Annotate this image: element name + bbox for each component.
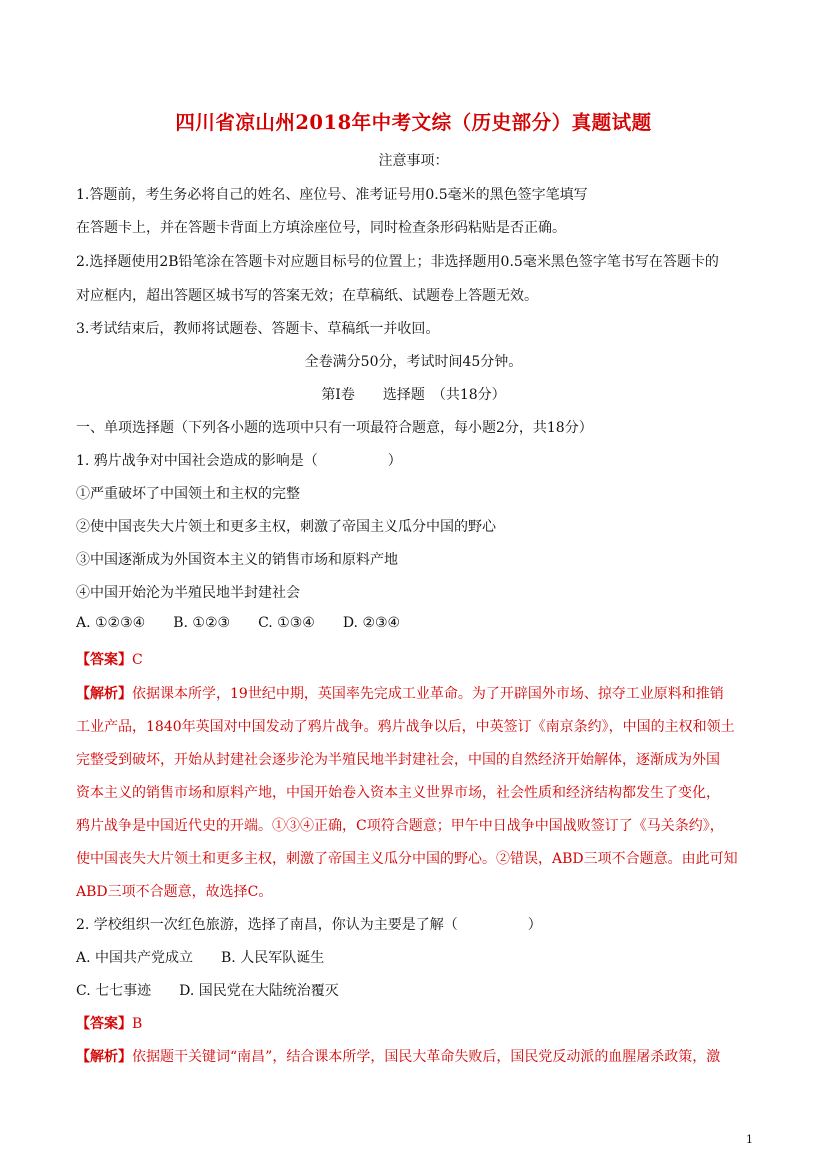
question-1-item: ③中国逐渐成为外国资本主义的销售市场和原料产地: [76, 552, 398, 568]
question-1-stem: 1. 鸦片战争对中国社会造成的影响是（ ）: [76, 453, 402, 469]
score-info: 全卷满分50分，考试时间45分钟。: [304, 354, 523, 370]
analysis-line: ABD三项不合题意，故选择C。: [76, 884, 273, 900]
exam-title: 四川省凉山州2018年中考文综（历史部分）真题试题: [175, 111, 652, 134]
notice-line: 对应框内，超出答题区城书写的答案无效；在草稿纸、试题卷上答题无效。: [76, 288, 538, 304]
option-b: B. 人民军队诞生: [221, 950, 325, 966]
option-d: D. 国民党在大陆统治覆灭: [179, 983, 339, 999]
analysis-line: 工业产品，1840年英国对中国发动了鸦片战争。鸦片战争以后，中英签订《南京条约》，中国的主权和领土: [76, 719, 735, 735]
question-2-options: [76, 947, 756, 967]
question-1-item: ②使中国丧失大片领土和更多主权，刺激了帝国主义瓜分中国的野心: [76, 519, 496, 535]
option-a: A. 中国共产党成立: [76, 950, 194, 966]
question-1-analysis: [76, 683, 756, 703]
question-2-answer: [76, 1013, 756, 1033]
analysis-label: 【解析】: [76, 686, 132, 702]
question-2-analysis: [76, 1046, 756, 1066]
analysis-line: 依据题干关键词“南昌”，结合课本所学，国民大革命失败后，国民党反动派的血腥屠杀政策，激: [132, 1049, 721, 1065]
answer-value: B: [132, 1016, 143, 1032]
answer-label: 【答案】: [76, 1016, 132, 1032]
section-title: 第Ⅰ卷 选择题 （共18分）: [321, 387, 506, 403]
analysis-line: 使中国丧失大片领土和更多主权，刺激了帝国主义瓜分中国的野心。②错误，ABD三项不合题意。由此可知: [76, 851, 738, 867]
option-c: C. 七七事迹: [76, 983, 152, 999]
question-1-answer: [76, 649, 756, 669]
section-instructions: 一、单项选择题（下列各小题的选项中只有一项最符合题意，每小题2分，共18分）: [76, 420, 593, 436]
analysis-line: 完整受到破坏，开始从封建社会逐步沦为半殖民地半封建社会，中国的自然经济开始解体，逐渐成为外国: [76, 752, 720, 768]
analysis-line: 鸦片战争是中国近代史的开端。①③④正确，C项符合题意；甲午中日战争中国战败签订了《马关条约》，: [76, 818, 724, 834]
option-a: A. ①②③④: [76, 615, 146, 631]
question-1-item: ①严重破坏了中国领土和主权的完整: [76, 486, 300, 502]
question-1-options: [76, 615, 756, 631]
page-number: 1: [746, 1133, 753, 1146]
notice-line: 2.选择题使用2B铅笔涂在答题卡对应题目标号的位置上；非选择题用0.5毫米黑色签字笔书写在答题卡的: [76, 254, 719, 270]
analysis-line: 依据课本所学，19世纪中期，英国率先完成工业革命。为了开辟国外市场、掠夺工业原料和推销: [132, 686, 724, 702]
option-c: C. ①③④: [258, 615, 315, 631]
answer-value: C: [132, 652, 143, 668]
option-b: B. ①②③: [173, 615, 231, 631]
question-2-options: [76, 980, 756, 1000]
notice-line: 1.答题前，考生务必将自己的姓名、座位号、准考证号用0.5毫米的黑色签字笔填写: [76, 187, 588, 203]
option-d: D. ②③④: [342, 615, 401, 631]
answer-label: 【答案】: [76, 652, 132, 668]
question-1-item: ④中国开始沦为半殖民地半封建社会: [76, 585, 300, 601]
analysis-label: 【解析】: [76, 1049, 132, 1065]
analysis-line: 资本主义的销售市场和原料产地，中国开始卷入资本主义世界市场，社会性质和经济结构都发生了变化，: [76, 785, 720, 801]
notice-heading: 注意事项：: [378, 153, 449, 169]
notice-line: 3.考试结束后，教师将试题卷、答题卡、草稿纸一并收回。: [76, 321, 440, 337]
question-2-stem: 2. 学校组织一次红色旅游，选择了南昌，你认为主要是了解（ ）: [76, 917, 542, 933]
notice-line: 在答题卡上，并在答题卡背面上方填涂座位号，同时检查条形码粘贴是否正确。: [76, 220, 566, 236]
